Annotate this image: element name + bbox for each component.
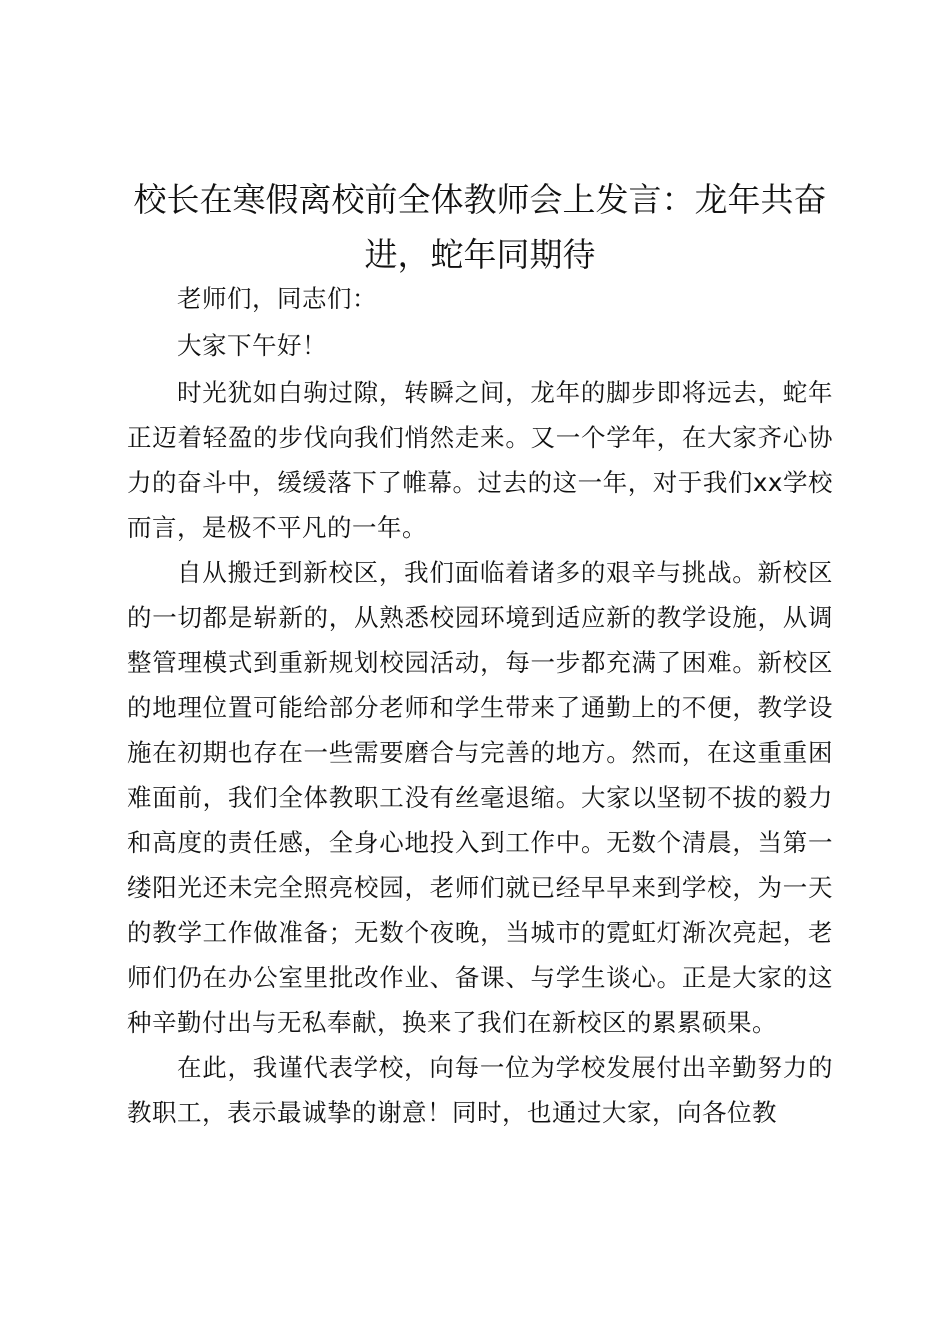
body-paragraph: 自从搬迁到新校区，我们面临着诸多的艰辛与挑战。新校区的一切都是崭新的，从熟悉校园环境到适应新的教学设施，从调整管理模式到重新规划校园活动，每一步都充满了困难。新校区的地理位置可能给部分老师和学生带来了通勤上的不便，教学设施在初期也存在一些需要磨合与完善的地方。然而，在这重重困难面前，我们全体教职工没有丝毫退缩。大家以坚韧不拔的毅力和高度的责任感，全身心地投入到工作中。无数个清晨，当第一缕阳光还未完全照亮校园，老师们就已经早早来到学校，为一天的教学工作做准备；无数个夜晚，当城市的霓虹灯渐次亮起，老师们仍在办公室里批改作业、备课、与学生谈心。正是大家的这种辛勤付出与无私奉献，换来了我们在新校区的累累硕果。 (127, 558, 833, 1037)
greeting-paragraph: 大家下午好！ (177, 331, 327, 360)
body-paragraph: 时光犹如白驹过隙，转瞬之间，龙年的脚步即将远去，蛇年正迈着轻盈的步伐向我们悄然走来。又一个学年，在大家齐心协力的奋斗中，缓缓落下了帷幕。过去的这一年，对于我们xx学校而言，是极不平凡的一年。 (127, 378, 833, 542)
body-paragraph: 在此，我谨代表学校，向每一位为学校发展付出辛勤努力的教职工，表示最诚挚的谢意！同时，也通过大家，向各位教 (127, 1053, 833, 1127)
salutation-paragraph: 老师们，同志们： (177, 284, 377, 313)
document-body (127, 276, 833, 1135)
document-title: 校长在寒假离校前全体教师会上发言：龙年共奋进，蛇年同期待 (133, 180, 827, 274)
